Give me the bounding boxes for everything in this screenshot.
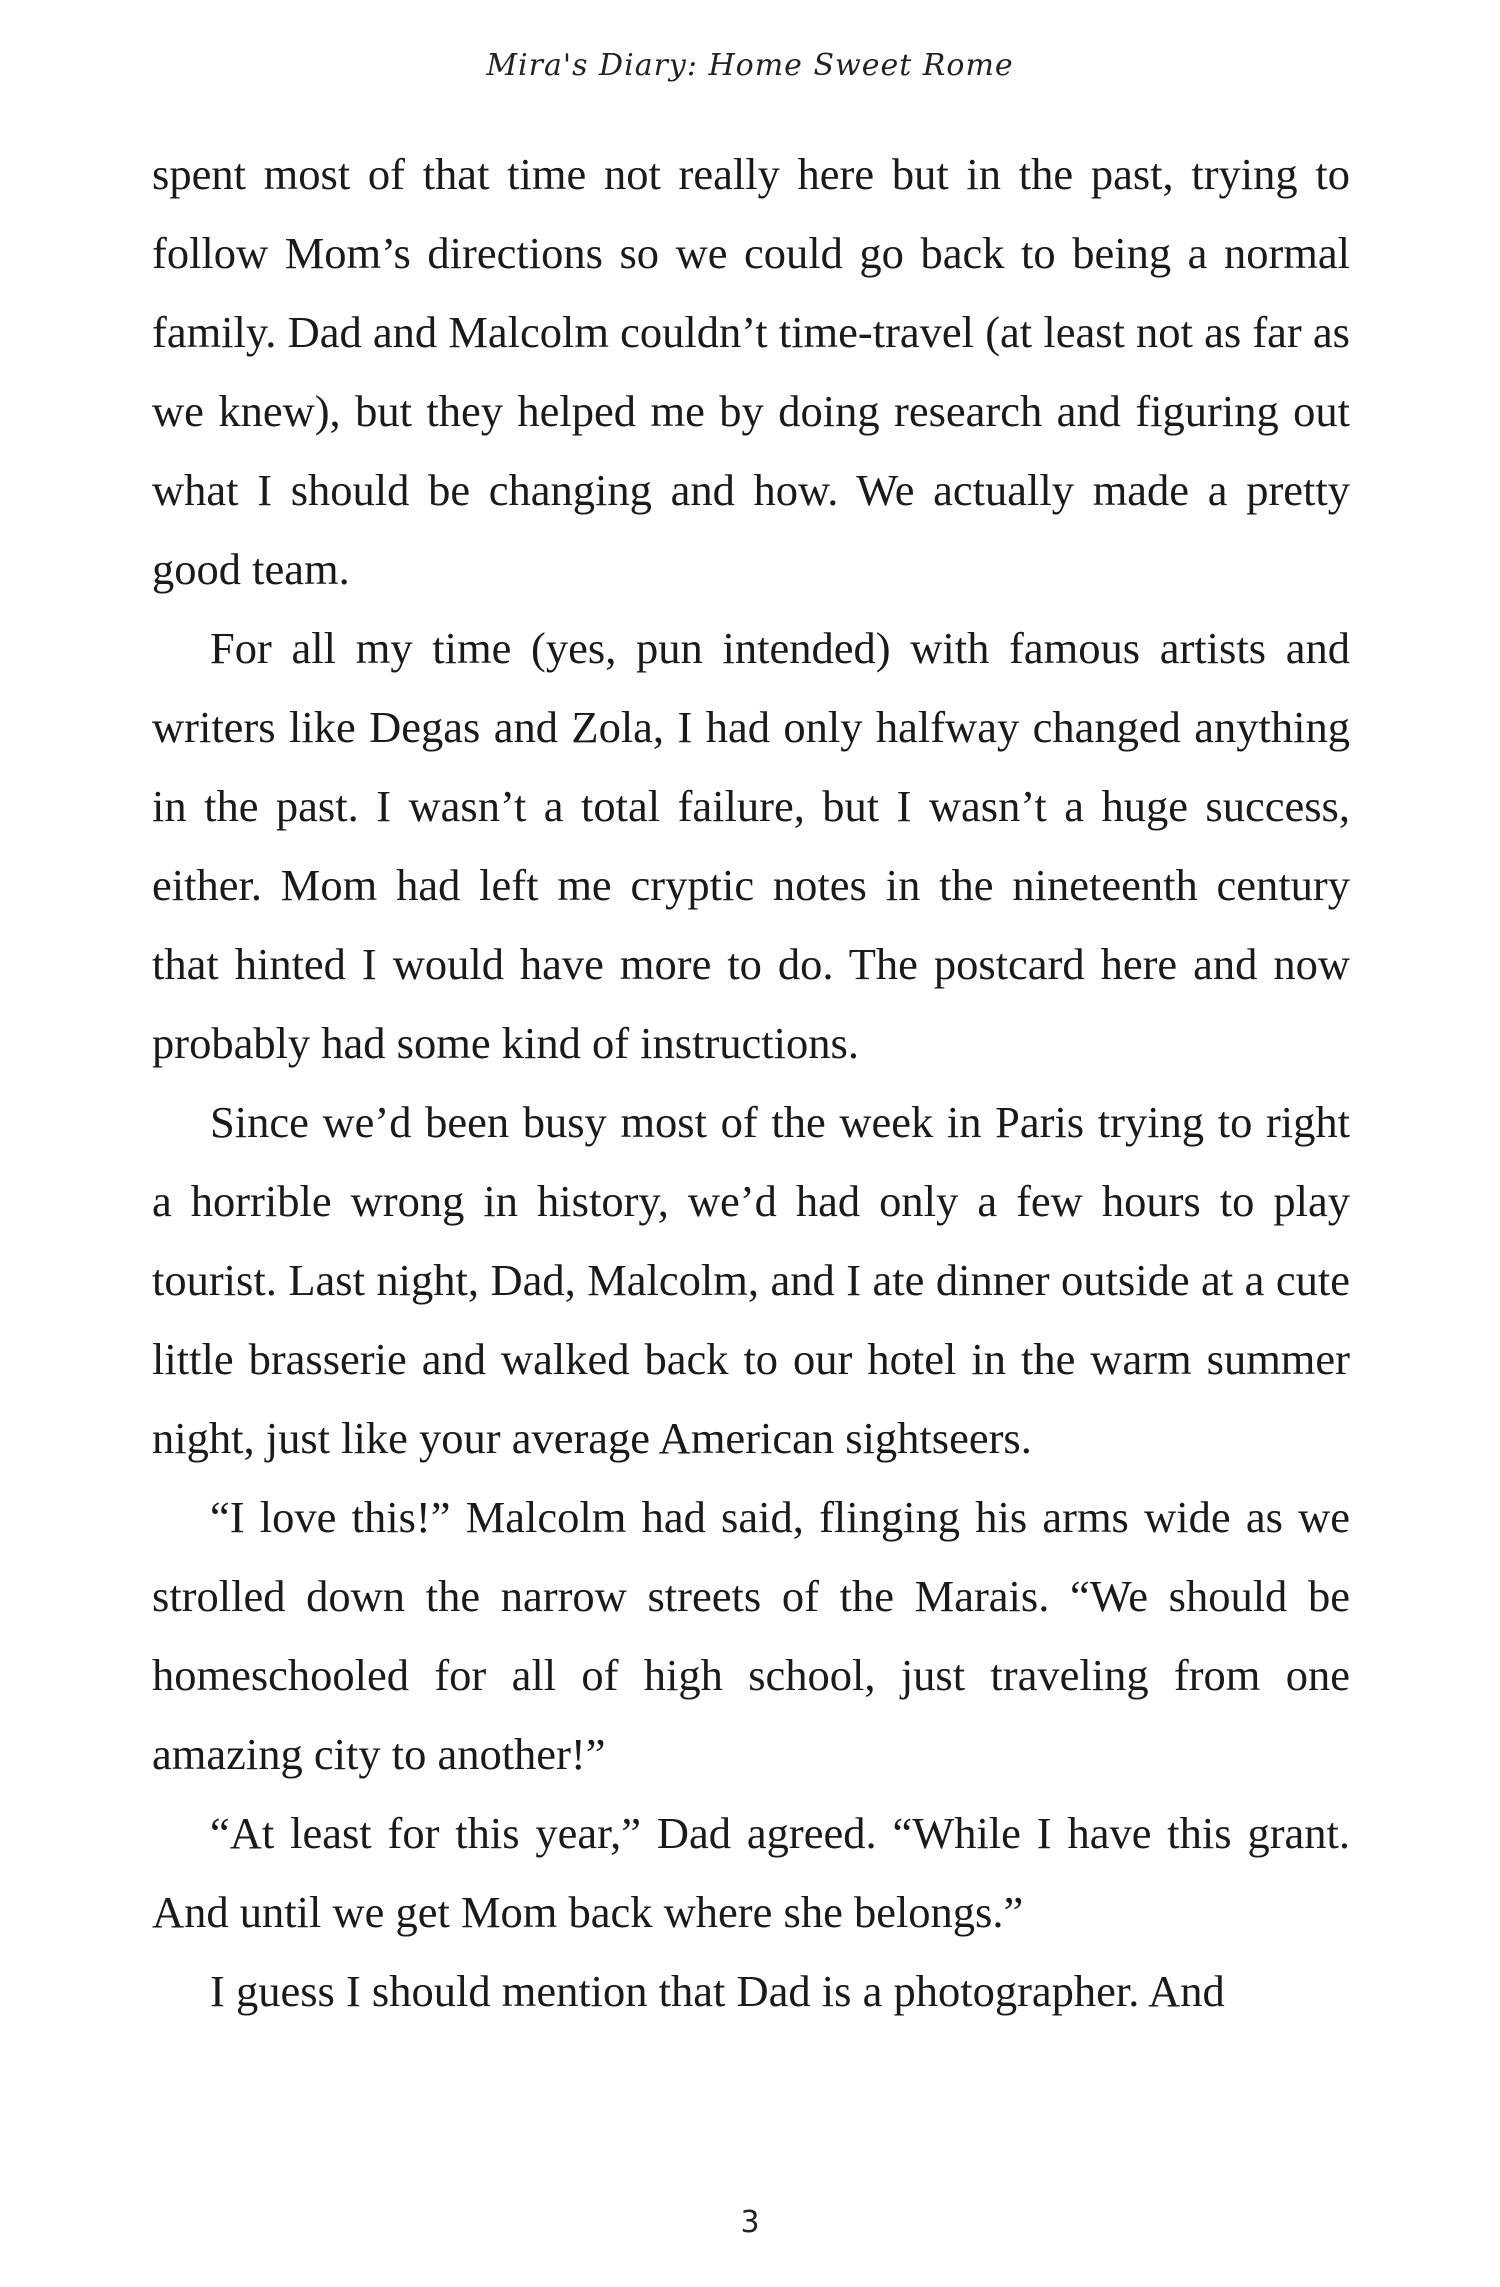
paragraph: “At least for this year,” Dad agreed. “While I have this grant. And until we get Mom back where she belongs.” bbox=[152, 1808, 1350, 1937]
page-number: 3 bbox=[740, 2205, 760, 2240]
paragraph: “I love this!” Malcolm had said, flinging his arms wide as we strolled down the narrow streets of the Marais. “We should be homeschooled for all of high school, just traveling from one amazing city to another!” bbox=[152, 1492, 1350, 1779]
paragraph: For all my time (yes, pun intended) with famous artists and writers like Degas and Zola, I had only halfway changed anything in the past. I wasn’t a total failure, but I wasn’t a huge success, either. Mom had left me cryptic notes in the nineteenth century that hinted I would have more to do. The postcard here and now probably had some kind of instructions. bbox=[152, 623, 1350, 1068]
body-text bbox=[152, 135, 1350, 2031]
paragraph-continuation: spent most of that time not really here but in the past, trying to follow Mom’s directions so we could go back to being a normal family. Dad and Malcolm couldn’t time-travel (at least not as far as we knew), but they helped me by doing research and figuring out what I should be changing and how. We actually made a pretty good team. bbox=[152, 149, 1350, 594]
paragraph: I guess I should mention that Dad is a photographer. And bbox=[210, 1966, 1225, 2016]
paragraph: Since we’d been busy most of the week in Paris trying to right a horrible wrong in history, we’d had only a few hours to play tourist. Last night, Dad, Malcolm, and I ate dinner outside at a cute little brasserie and walked back to our hotel in the warm summer night, just like your average American sightseers. bbox=[152, 1097, 1350, 1463]
running-head: Mira's Diary: Home Sweet Rome bbox=[486, 48, 1014, 83]
